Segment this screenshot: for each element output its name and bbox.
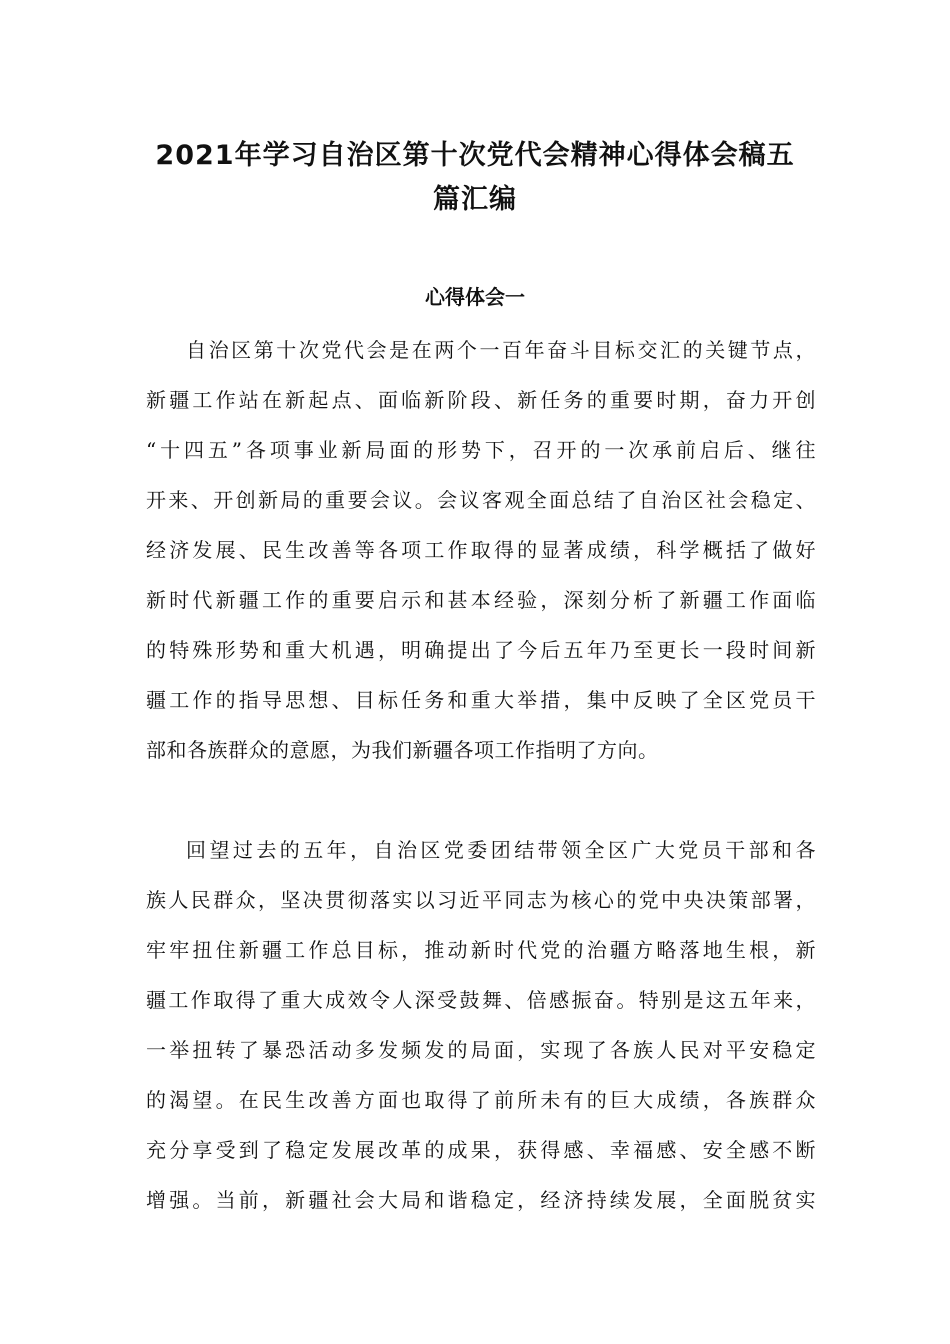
paragraph-line: 充分享受到了稳定发展改革的成果，获得感、幸福感、安全感不断 — [146, 1138, 816, 1162]
paragraph-line: 增强。当前，新疆社会大局和谐稳定，经济持续发展，全面脱贫实 — [146, 1188, 816, 1212]
paragraph-line: 新疆工作站在新起点、面临新阶段、新任务的重要时期，奋力开创 — [146, 388, 816, 412]
paragraph-line: 的特殊形势和重大机遇，明确提出了今后五年乃至更长一段时间新 — [146, 638, 816, 662]
paragraph-line: 回望过去的五年，自治区党委团结带领全区广大党员干部和各 — [186, 838, 816, 862]
paragraph-line: 部和各族群众的意愿，为我们新疆各项工作指明了方向。 — [146, 738, 659, 762]
paragraph-line: 新时代新疆工作的重要启示和甚本经验，深刻分析了新疆工作面临 — [146, 588, 816, 612]
document-title-line-1: 2021年学习自治区第十次党代会精神心得体会稿五 — [155, 140, 795, 171]
paragraph-line: “十四五”各项事业新局面的形势下，召开的一次承前启后、继往 — [146, 438, 816, 462]
paragraph-line: 经济发展、民生改善等各项工作取得的显著成绩，科学概括了做好 — [146, 538, 816, 562]
paragraph-line: 牢牢扭住新疆工作总目标，推动新时代党的治疆方略落地生根，新 — [146, 938, 816, 962]
paragraph-line: 开来、开创新局的重要会议。会议客观全面总结了自治区社会稳定、 — [146, 488, 816, 512]
paragraph-line: 疆工作取得了重大成效令人深受鼓舞、倍感振奋。特别是这五年来， — [146, 988, 816, 1012]
paragraph-line: 一举扭转了暴恐活动多发频发的局面，实现了各族人民对平安稳定 — [146, 1038, 816, 1062]
paragraph-line: 族人民群众，坚决贯彻落实以习近平同志为核心的党中央决策部署， — [146, 888, 816, 912]
paragraph-line: 的渴望。在民生改善方面也取得了前所未有的巨大成绩，各族群众 — [146, 1088, 816, 1112]
document-title-line-2: 篇汇编 — [433, 184, 517, 215]
paragraph-line: 疆工作的指导思想、目标任务和重大举措，集中反映了全区党员干 — [146, 688, 816, 712]
paragraph-line: 自治区第十次党代会是在两个一百年奋斗目标交汇的关键节点， — [186, 338, 816, 362]
section-heading: 心得体会一 — [425, 285, 525, 309]
